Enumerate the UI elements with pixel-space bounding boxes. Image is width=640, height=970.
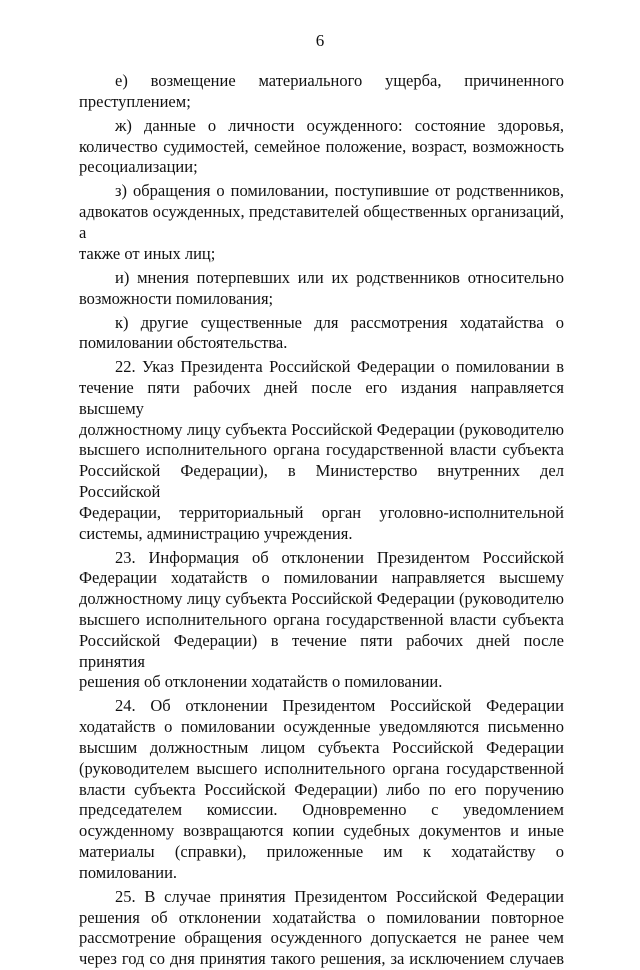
text-line: системы, администрацию учреждения.	[79, 523, 353, 543]
text-line: через год со дня принятия такого решения, за исключением случаев	[79, 949, 564, 969]
page-number: 6	[315, 31, 325, 50]
text-line: е) возмещение материального ущерба, причиненного	[115, 71, 564, 90]
text-line: 22. Указ Президента Российской Федерации о помиловании в	[115, 357, 564, 377]
text-line: высшим должностным лицом субъекта Российской Федерации	[79, 738, 564, 758]
text-line: з) обращения о помиловании, поступившие от родственников,	[115, 181, 564, 201]
text-line: течение пяти рабочих дней после его издания направляется высшему	[79, 378, 564, 418]
paragraph-p23	[79, 548, 564, 694]
paragraph-p25	[79, 887, 564, 970]
text-line: Федерации ходатайств о помиловании направляется высшему	[79, 568, 564, 588]
text-line: решения об отклонении ходатайства о помиловании повторное	[79, 907, 564, 927]
text-line: 24. Об отклонении Президентом Российской Федерации	[115, 696, 564, 716]
text-line: должностному лицу субъекта Российской Федерации (руководителю	[79, 419, 564, 439]
paragraph-k	[79, 313, 564, 355]
paragraph-p24	[79, 696, 564, 883]
text-line: осужденному возвращаются копии судебных документов и иные	[79, 821, 564, 841]
text-line: к) другие существенные для рассмотрения ходатайства о	[115, 312, 564, 332]
paragraph-zh	[79, 116, 564, 178]
text-line: высшего исполнительного органа государственной власти субъекта	[79, 610, 564, 630]
text-line: Федерации, территориальный орган уголовно-исполнительной	[79, 502, 564, 522]
paragraph-e	[79, 71, 564, 113]
text-line: также от иных лиц;	[79, 243, 216, 263]
text-line: высшего исполнительного органа государственной власти субъекта	[79, 440, 564, 460]
text-line: помиловании обстоятельства.	[79, 333, 288, 353]
document-body	[79, 71, 564, 970]
text-line: ж) данные о личности осужденного: состояние здоровья,	[115, 115, 564, 135]
text-line: ресоциализации;	[79, 157, 198, 177]
text-line: 25. В случае принятия Президентом Российской Федерации	[115, 886, 564, 906]
text-line: председателем комиссии. Одновременно с уведомлением	[79, 800, 564, 820]
text-line: должностному лицу субъекта Российской Федерации (руководителю	[79, 589, 564, 609]
text-line: Российской Федерации), в Министерство внутренних дел Российской	[79, 461, 564, 502]
text-line: власти субъекта Российской Федерации) либо по его поручению	[79, 779, 564, 799]
text-line: рассмотрение обращения осужденного допускается не ранее чем	[79, 928, 564, 948]
text-line: преступлением;	[79, 91, 191, 111]
paragraph-p22	[79, 357, 564, 544]
text-line: (руководителем высшего исполнительного органа государственной	[79, 758, 564, 778]
text-line: и) мнения потерпевших или их родственников относительно	[115, 267, 564, 287]
text-line: решения об отклонении ходатайств о помиловании.	[79, 672, 443, 692]
text-line: количество судимостей, семейное положение, возраст, возможность	[79, 136, 564, 156]
text-line: 23. Информация об отклонении Президентом Российской	[115, 547, 564, 567]
text-line: ходатайств о помиловании осужденные уведомляются письменно	[79, 717, 564, 737]
text-line: адвокатов осужденных, представителей общественных организаций, а	[79, 202, 564, 242]
text-line: возможности помилования;	[79, 288, 274, 308]
text-line: Российской Федерации) в течение пяти рабочих дней после принятия	[79, 630, 564, 671]
paragraph-i	[79, 268, 564, 310]
text-line: материалы (справки), приложенные им к ходатайству о помиловании.	[79, 842, 564, 882]
paragraph-z	[79, 181, 564, 264]
